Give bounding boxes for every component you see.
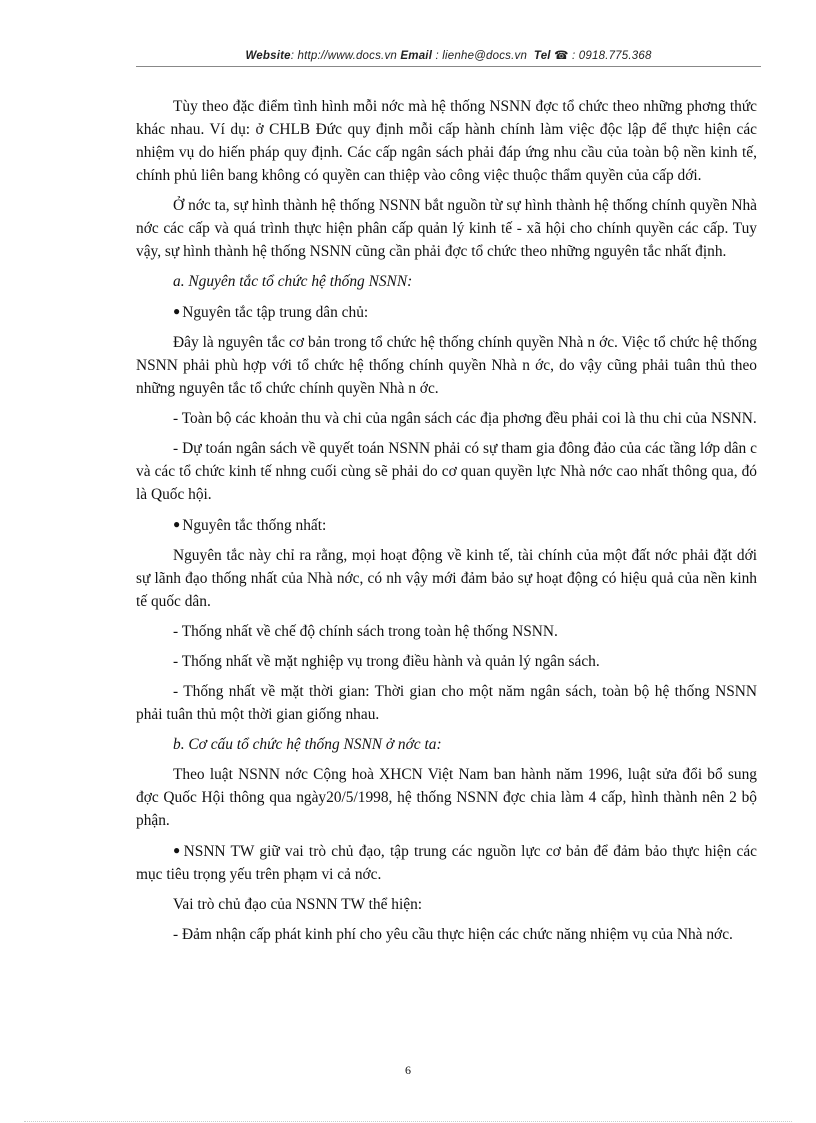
bullet-item	[136, 839, 757, 886]
paragraph: Đây là nguyên tắc cơ bản trong tổ chức hệ thống chính quyền Nhà n ớc. Việc tổ chức hệ thống NSNN phải phù hợp với tổ chức hệ thống chính quyền Nhà n ớc, do vậy cũng phải tuân thủ theo những nguyên tắc tổ chức chính quyền Nhà n ớc.	[136, 334, 757, 397]
bullet-item	[136, 300, 757, 324]
paragraph: Ở nớc ta, sự hình thành hệ thống NSNN bắt nguồn từ sự hình thành hệ thống chính quyền Nhà nớc các cấp và quá trình thực hiện phân cấp quản lý kinh tế - xã hội cho chính quyền các cấp. Tuy vậy, sự hình thành hệ thống NSNN cũng cần phải đợc tổ chức theo những nguyên tắc nhất định.	[136, 197, 757, 260]
bullet-icon: ●	[173, 517, 181, 531]
paragraph: - Thống nhất về chế độ chính sách trong toàn hệ thống NSNN.	[173, 623, 558, 640]
paragraph: - Thống nhất về mặt thời gian: Thời gian cho một năm ngân sách, toàn bộ hệ thống NSNN phải tuân thủ một thời gian giống nhau.	[136, 683, 757, 723]
phone-icon: ☎	[554, 50, 569, 62]
bullet-icon: ●	[173, 843, 182, 857]
section-heading: b. Cơ cấu tổ chức hệ thống NSNN ở nớc ta:	[173, 736, 442, 753]
website-label: Website	[245, 50, 291, 62]
page-header	[136, 48, 761, 62]
paragraph: - Dự toán ngân sách về quyết toán NSNN phải có sự tham gia đông đảo của các tầng lớp dân c và các tổ chức kinh tế nhng cuối cùng sẽ phải do cơ quan quyền lực Nhà nớc cao nhất thông qua, đó là Quốc hội.	[136, 440, 757, 503]
tel-label: Tel	[533, 50, 551, 62]
bullet-item	[136, 513, 757, 537]
email-value: : lienhe@docs.vn	[432, 50, 528, 62]
bullet-text: Nguyên tắc thống nhất:	[182, 517, 327, 534]
paragraph: Tùy theo đặc điểm tình hình mỗi nớc mà hệ thống NSNN đợc tổ chức theo những phơng thức khác nhau. Ví dụ: ở CHLB Đức quy định mỗi cấp hành chính làm việc độc lập để thực hiện các nhiệm vụ do hiến pháp quy định. Các cấp ngân sách phải đáp ứng nhu cầu của toàn bộ nền kinh tế, chính phủ liên bang không có quyền can thiệp vào công việc thuộc thẩm quyền của cấp dới.	[136, 98, 757, 184]
website-value: : http://www.docs.vn	[290, 50, 397, 62]
page-footer-divider	[24, 1121, 792, 1122]
header-divider	[136, 66, 761, 67]
paragraph: Nguyên tắc này chỉ ra rằng, mọi hoạt động về kinh tế, tài chính của một đất nớc phải đặt dới sự lãnh đạo thống nhất của Nhà nớc, có nh vậy mới đảm bảo sự hoạt động có hiệu quả của nền kinh tế quốc dân.	[136, 547, 757, 610]
page-number: 6	[405, 1063, 411, 1077]
paragraph: Vai trò chủ đạo của NSNN TW thể hiện:	[173, 896, 423, 913]
section-heading: a. Nguyên tắc tổ chức hệ thống NSNN:	[173, 273, 413, 290]
bullet-text: Nguyên tắc tập trung dân chủ:	[182, 304, 369, 321]
paragraph: - Thống nhất về mặt nghiệp vụ trong điều hành và quản lý ngân sách.	[173, 653, 600, 670]
bullet-text: NSNN TW giữ vai trò chủ đạo, tập trung các nguồn lực cơ bản để đảm bảo thực hiện các mục tiêu trọng yếu trên phạm vi cả nớc.	[136, 843, 758, 883]
paragraph: - Đảm nhận cấp phát kinh phí cho yêu cầu thực hiện các chức năng nhiệm vụ của Nhà nớc.	[173, 926, 733, 943]
tel-value: : 0918.775.368	[568, 50, 652, 62]
document-body	[136, 95, 757, 953]
paragraph: Theo luật NSNN nớc Cộng hoà XHCN Việt Nam ban hành năm 1996, luật sửa đổi bổ sung đợc Quốc Hội thông qua ngày20/5/1998, hệ thống NSNN đợc chia làm 4 cấp, hình thành nên 2 bộ phận.	[136, 766, 757, 829]
email-label: Email	[400, 50, 433, 62]
paragraph: - Toàn bộ các khoản thu và chi của ngân sách các địa phơng đều phải coi là thu chi của NSNN.	[173, 410, 757, 427]
bullet-icon: ●	[173, 304, 181, 318]
